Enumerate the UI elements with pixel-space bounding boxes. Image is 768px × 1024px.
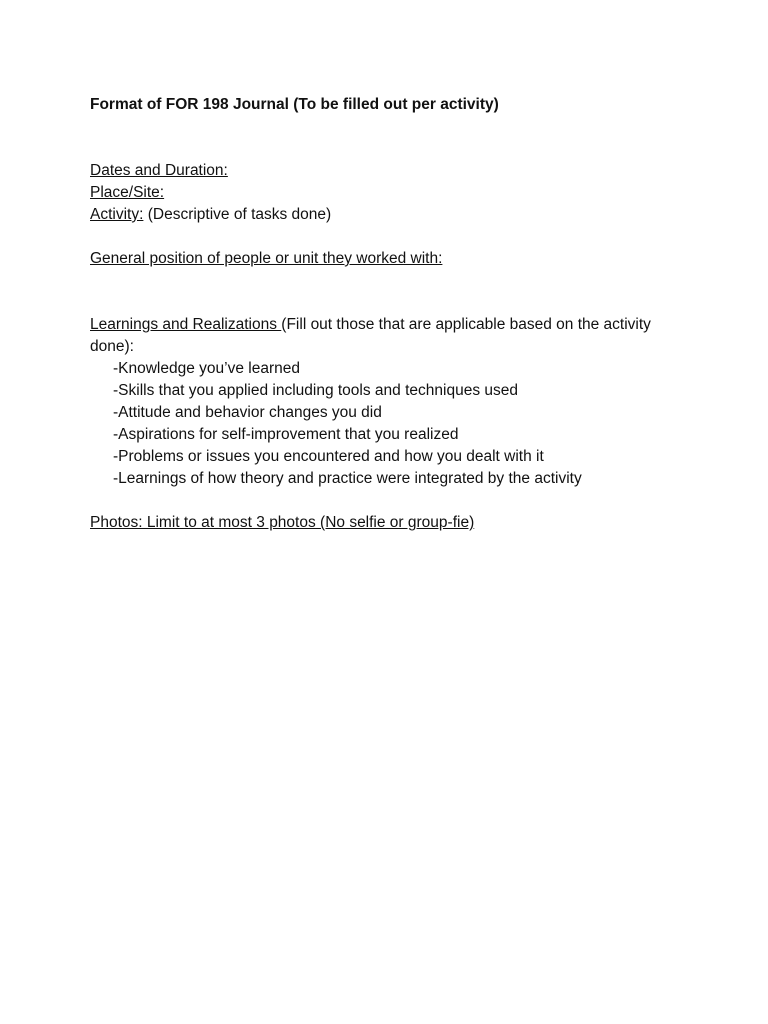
spacer [90,226,690,248]
learnings-field [90,314,690,358]
document-body [90,94,690,534]
spacer [90,116,690,160]
document-title: Format of FOR 198 Journal (To be filled out per activity) [90,96,499,113]
learnings-list [90,358,690,490]
dates-duration-label: Dates and Duration: [90,162,228,179]
dates-duration-field [90,160,690,182]
position-label: General position of people or unit they worked with: [90,250,443,267]
list-item: -Knowledge you’ve learned [113,360,300,377]
activity-field [90,204,690,226]
activity-label: Activity: [90,206,144,223]
spacer [90,270,690,314]
position-field [90,248,690,270]
photos-label: Photos: Limit to at most 3 photos (No selfie or group-fie) [90,514,475,531]
list-item: -Attitude and behavior changes you did [113,404,382,421]
learnings-note: (Fill out those that are applicable based on the activity done): [90,316,651,355]
list-item: -Aspirations for self-improvement that you realized [113,426,459,443]
spacer [90,490,690,512]
place-site-label: Place/Site: [90,184,165,201]
list-item: -Problems or issues you encountered and how you dealt with it [113,448,544,465]
learnings-label: Learnings and Realizations [90,316,282,333]
place-site-field [90,182,690,204]
activity-note: (Descriptive of tasks done) [143,206,332,223]
list-item: -Skills that you applied including tools and techniques used [113,382,518,399]
list-item: -Learnings of how theory and practice were integrated by the activity [113,470,582,487]
photos-field [90,512,690,534]
